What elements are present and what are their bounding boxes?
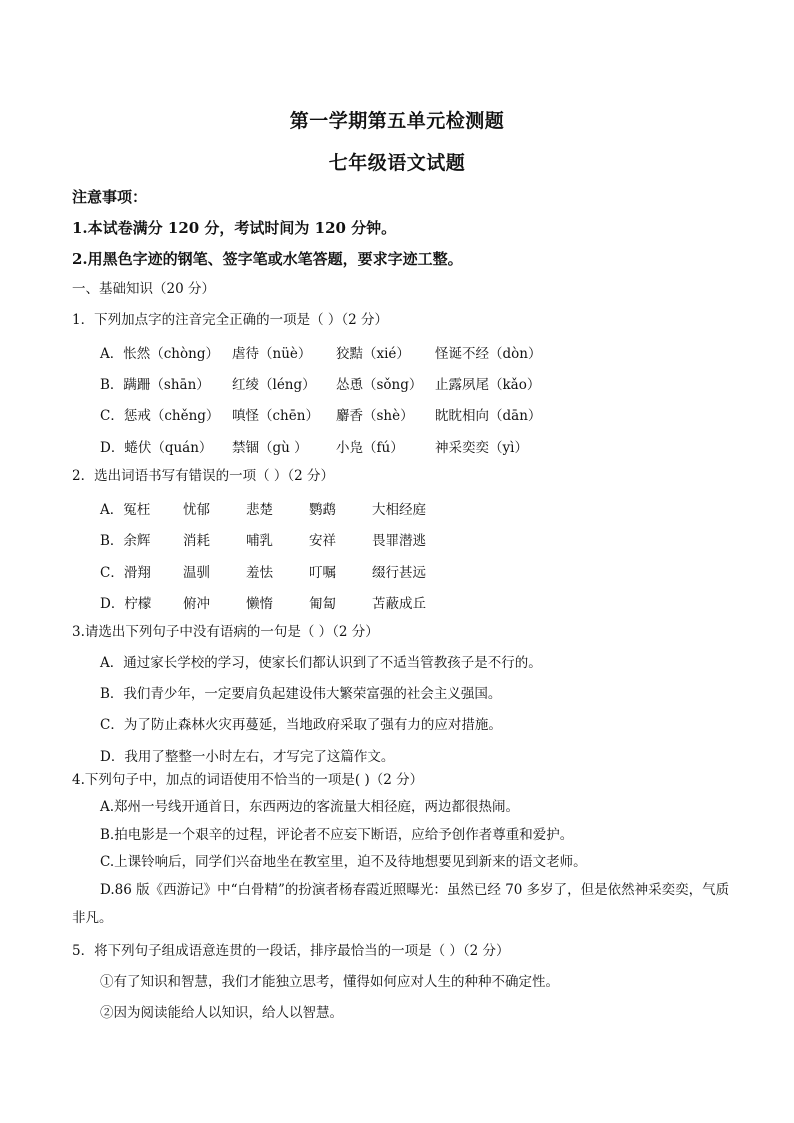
option-cell: 怪诞不经（dòn） xyxy=(435,346,542,362)
question-4-stem: 4.下列句子中，加点的词语使用不恰当的一项是( )（2 分） xyxy=(72,772,424,788)
option-cell: 狡黠（xié） xyxy=(336,346,410,362)
option-cell: A．冤枉 xyxy=(100,502,151,518)
option-cell: 嗔怪（chēn） xyxy=(232,408,319,424)
option-cell: 忧郁 xyxy=(183,502,210,518)
option-cell: 虐待（nüè） xyxy=(232,346,312,362)
question-5-item: ①有了知识和智慧，我们才能独立思考，懂得如何应对人生的种种不确定性。 xyxy=(100,974,559,990)
option-cell: 缀行甚远 xyxy=(372,565,426,581)
option-cell: 畏罪潜逃 xyxy=(372,533,426,549)
option-cell: 叮嘱 xyxy=(309,565,336,581)
option-cell: 温驯 xyxy=(183,565,210,581)
option-cell: D．柠檬 xyxy=(100,596,152,612)
option-cell: 禁锢（gù ） xyxy=(232,440,308,456)
option-cell: 消耗 xyxy=(183,533,210,549)
question-3-option: C．为了防止森林火灾再蔓延，当地政府采取了强有力的应对措施。 xyxy=(100,717,502,733)
option-cell: C．惩戒（chěng） xyxy=(100,408,220,424)
option-cell: 怂恿（sǒng） xyxy=(336,377,423,393)
option-cell: 懒惰 xyxy=(246,596,273,612)
question-3-option: A．通过家长学校的学习，使家长们都认识到了不适当管教孩子是不行的。 xyxy=(100,655,542,671)
question-4-option-text: D.86 版《西游记》中“白骨精”的扮演者杨春霞近照曝光：虽然已经 70 多岁了，但是依然神采奕奕，气质非凡。 xyxy=(72,882,730,926)
option-cell: B．余辉 xyxy=(100,533,151,549)
option-cell: 止露夙尾（kǎo） xyxy=(435,377,541,393)
option-cell: 红绫（léng） xyxy=(232,377,316,393)
option-cell: 神采奕奕（yì） xyxy=(435,440,528,456)
option-cell: A．怅然（chòng） xyxy=(100,346,219,362)
question-4-option-wrapped xyxy=(72,876,732,932)
note-item: 2.用黑色字迹的钢笔、签字笔或水笔答题，要求字迹工整。 xyxy=(72,250,463,268)
question-3-stem: 3.请选出下列句子中没有语病的一句是（ ）（2 分） xyxy=(72,624,379,640)
question-4-option: B.拍电影是一个艰辛的过程，评论者不应妄下断语，应给予创作者尊重和爱护。 xyxy=(100,827,574,843)
question-4-option: A.郑州一号线开通首日，东西两边的客流量大相径庭，两边都很热闹。 xyxy=(100,799,520,815)
notes-heading: 注意事项： xyxy=(72,188,148,206)
option-cell: 羞怯 xyxy=(246,565,273,581)
question-2-stem: 2．选出词语书写有错误的一项（ ）（2 分） xyxy=(72,468,335,484)
option-cell: 安祥 xyxy=(309,533,336,549)
option-cell: 眈眈相向（dān） xyxy=(435,408,542,424)
question-3-option: B．我们青少年，一定要肩负起建设伟大繁荣富强的社会主义强国。 xyxy=(100,686,502,702)
question-5-stem: 5．将下列句子组成语意连贯的一段话，排序最恰当的一项是（ ）（2 分） xyxy=(72,943,510,959)
question-3-option: D．我用了整整一小时左右，才写完了这篇作文。 xyxy=(100,749,395,765)
option-cell: 悲楚 xyxy=(246,502,273,518)
option-cell: 大相经庭 xyxy=(372,502,426,518)
question-5-item: ②因为阅读能给人以知识，给人以智慧。 xyxy=(100,1005,343,1021)
option-cell: 鹦鹉 xyxy=(309,502,336,518)
option-cell: 俯冲 xyxy=(183,596,210,612)
question-1-stem: 1．下列加点字的注音完全正确的一项是（ ）（2 分） xyxy=(72,312,389,328)
option-cell: D．蜷伏（quán） xyxy=(100,440,213,456)
option-cell: 匍匐 xyxy=(309,596,336,612)
note-item: 1.本试卷满分 120 分，考试时间为 120 分钟。 xyxy=(72,219,397,237)
section-heading: 一、基础知识（20 分） xyxy=(72,281,215,297)
page-title: 第一学期第五单元检测题 xyxy=(289,110,505,132)
option-cell: 麝香（shè） xyxy=(336,408,414,424)
option-cell: B．蹒跚（shān） xyxy=(100,377,210,393)
option-cell: C．滑翔 xyxy=(100,565,151,581)
page-subtitle: 七年级语文试题 xyxy=(328,152,466,174)
option-cell: 哺乳 xyxy=(246,533,273,549)
option-cell: 小凫（fú） xyxy=(336,440,404,456)
question-4-option: C.上课铃响后，同学们兴奋地坐在教室里，迫不及待地想要见到新来的语文老师。 xyxy=(100,854,587,870)
option-cell: 苫蔽成丘 xyxy=(372,596,426,612)
